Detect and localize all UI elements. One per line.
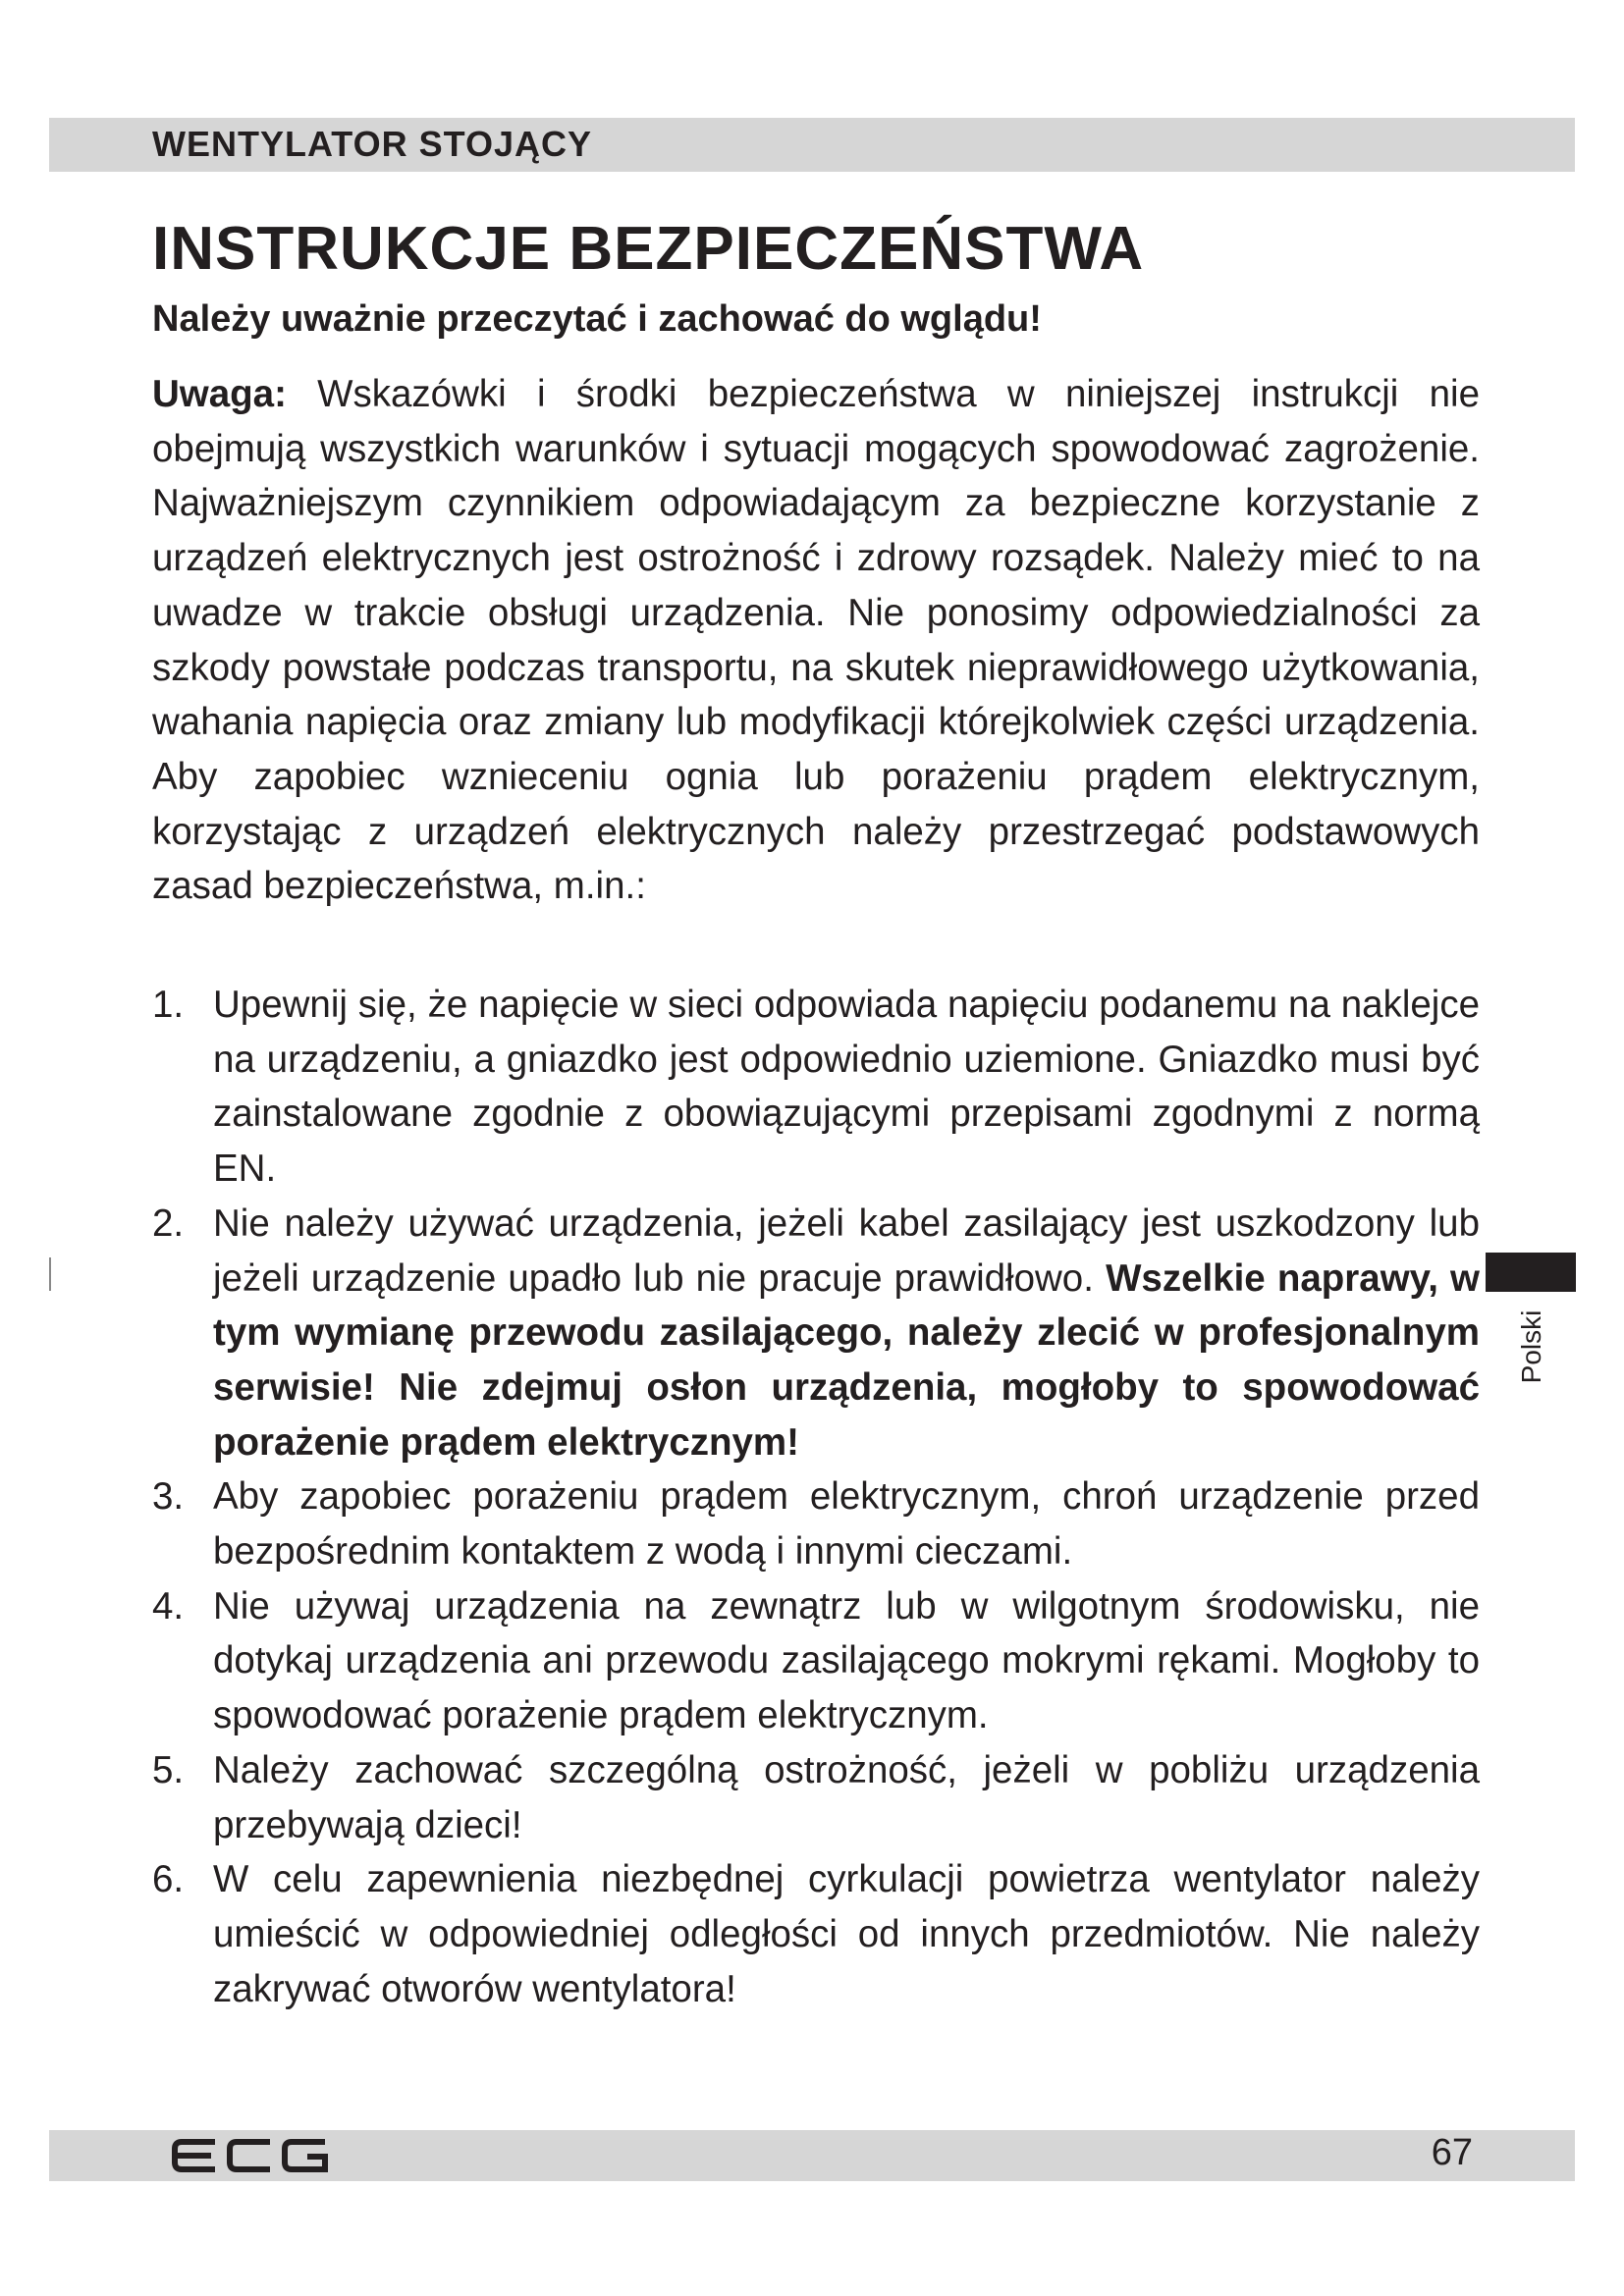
- list-item: [152, 1579, 1480, 1743]
- list-item: [152, 1852, 1480, 2016]
- item-text: Aby zapobiec porażeniu prądem elektrycznym, chroń urządzenie przed bezpośrednim kontaktem z wodą i innymi cieczami.: [213, 1475, 1480, 1574]
- item-number: 2.: [152, 1201, 185, 1245]
- page-title: INSTRUKCJE BEZPIECZEŃSTWA: [152, 215, 1145, 283]
- item-number: 1.: [152, 984, 185, 1026]
- instruction-list: [152, 978, 1480, 2016]
- intro-paragraph: [152, 367, 1480, 914]
- item-warning-text: Wszelkie naprawy, w tym wymianę przewodu zasilającego, należy zlecić w profesjonalnym serwisie! Nie zdejmuj osłon urządzenia, mogłoby to spowodować porażenie prądem elektrycznym!: [213, 1256, 1480, 1464]
- item-text: Należy zachować szczególną ostrożność, jeżeli w pobliżu urządzenia przebywają dzieci!: [213, 1748, 1480, 1846]
- list-item: [152, 978, 1480, 1197]
- subtitle: Należy uważnie przeczytać i zachować do wglądu!: [152, 298, 1042, 340]
- intro-text: Wskazówki i środki bezpieczeństwa w niniejszej instrukcji nie obejmują wszystkich warunków i sytuacji mogących spowodować zagrożenie. Najważniejszym czynnikiem odpowiadającym za bezpieczne korzystanie z urządzeń elektrycznych jest ostrożność i zdrowy rozsądek. Należy mieć to na uwadze w trakcie obsługi urządzenia. Nie ponosimy odpowiedzialności za szkody powstałe podczas transportu, na skutek nieprawidłowego użytkowania, wahania napięcia oraz zmiany lub modyfikacji którejkolwiek części urządzenia. Aby zapobiec wznieceniu ognia lub porażeniu prądem elektrycznym, korzystając z urządzeń elektrycznych należy przestrzegać podstawowych zasad bezpieczeństwa, m.in.:: [152, 373, 1480, 908]
- item-number: 4.: [152, 1584, 185, 1628]
- language-tab-marker: [1486, 1253, 1576, 1292]
- item-number: 3.: [152, 1475, 185, 1519]
- margin-mark: [49, 1257, 51, 1291]
- page-number: 67: [1431, 2132, 1473, 2173]
- list-item: [152, 1743, 1480, 1852]
- list-item: [152, 1197, 1480, 1470]
- item-text: Nie używaj urządzenia na zewnątrz lub w wilgotnym środowisku, nie dotykaj urządzenia ani przewodu zasilającego mokrymi rękami. Mogłoby to spowodować porażenie prądem elektrycznym.: [213, 1584, 1480, 1737]
- header-title: WENTYLATOR STOJĄCY: [152, 124, 593, 164]
- item-text: W celu zapewnienia niezbędnej cyrkulacji powietrza wentylator należy umieścić w odpowiedniej odległości od innych przedmiotów. Nie należy zakrywać otworów wentylatora!: [213, 1858, 1480, 2010]
- item-number: 6.: [152, 1858, 185, 1901]
- list-item: [152, 1469, 1480, 1578]
- ecg-logo: [172, 2138, 329, 2173]
- language-label: Polski: [1516, 1309, 1546, 1384]
- intro-label: Uwaga:: [152, 373, 287, 415]
- item-text: Nie należy używać urządzenia, jeżeli kabel zasilający jest uszkodzony lub jeżeli urządzenie upadło lub nie pracuje prawidłowo.: [213, 1201, 1480, 1300]
- item-text: Upewnij się, że napięcie w sieci odpowiada napięciu podanemu na naklejce na urządzeniu, a gniazdko jest odpowiednio uziemione. Gniazdko musi być zainstalowane zgodnie z obowiązującymi przepisami zgodnymi z normą EN.: [213, 984, 1480, 1191]
- item-number: 5.: [152, 1748, 185, 1791]
